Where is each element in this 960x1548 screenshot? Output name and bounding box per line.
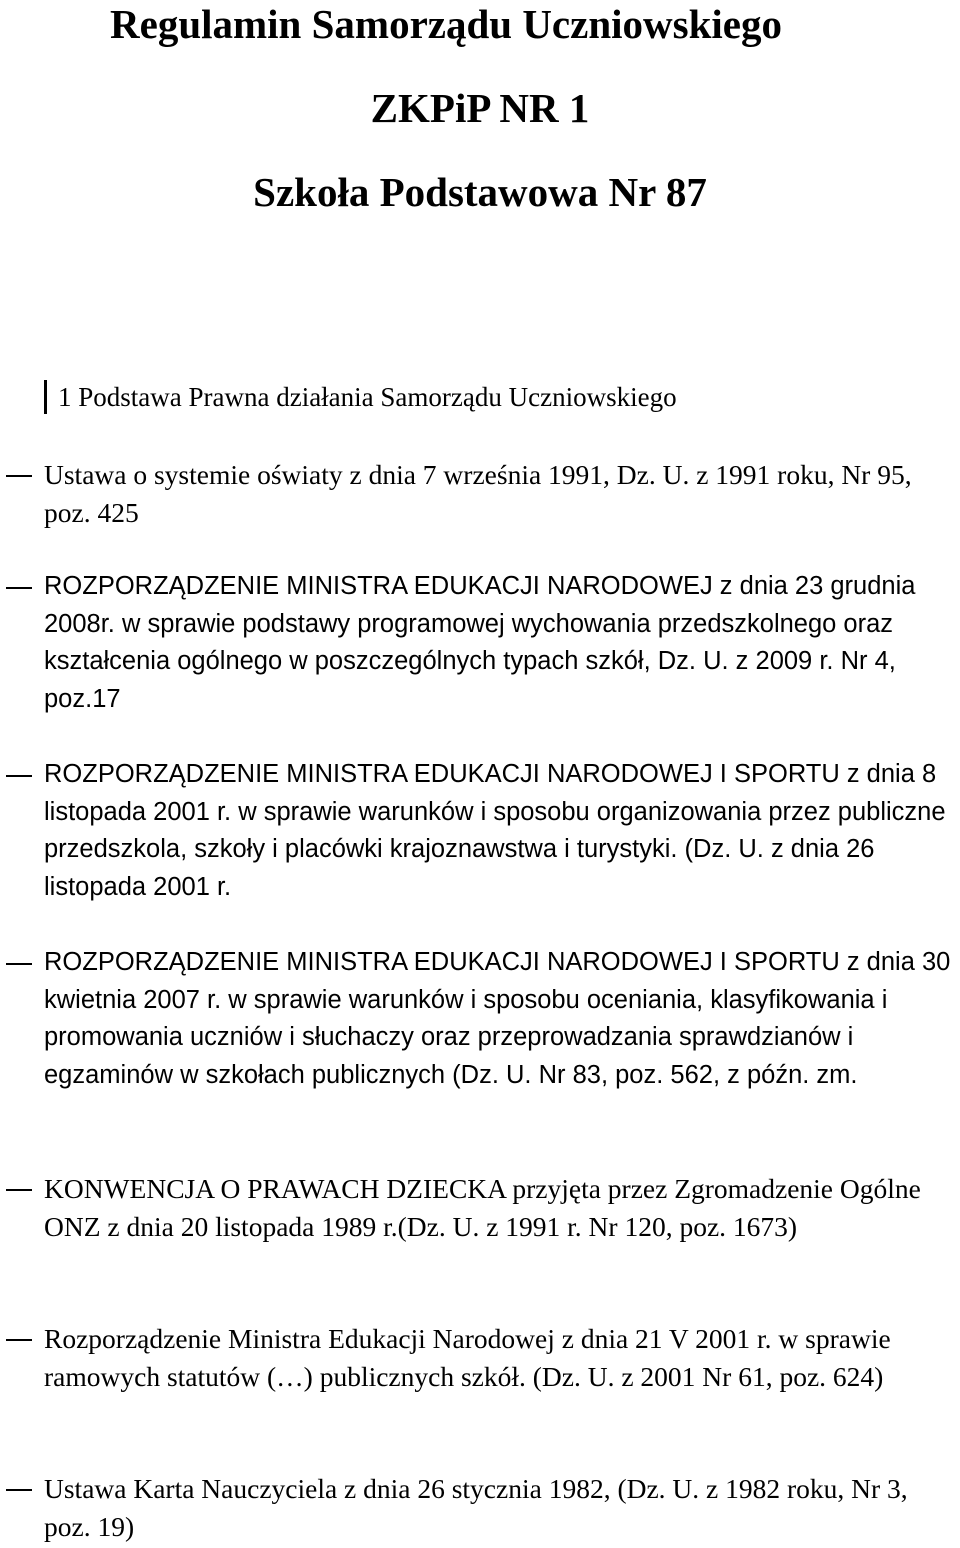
dash-bullet-icon: [6, 1189, 32, 1191]
list-item-text: Ustawa Karta Nauczyciela z dnia 26 stycznia 1982, (Dz. U. z 1982 roku, Nr 3, poz. 19): [44, 1473, 908, 1542]
list-item-text: ROZPORZĄDZENIE MINISTRA EDUKACJI NARODOWEJ z dnia 23 grudnia 2008r. w sprawie podstawy programowej wychowania przedszkolnego oraz kształcenia ogólnego w poszczególnych typach szkół, Dz. U. z 2009 r. Nr 4, poz.17: [44, 572, 916, 713]
dash-bullet-icon: [6, 1339, 32, 1341]
list-item-text: Ustawa o systemie oświaty z dnia 7 września 1991, Dz. U. z 1991 roku, Nr 95, poz. 425: [44, 459, 912, 528]
dash-bullet-icon: [6, 963, 32, 965]
dash-bullet-icon: [6, 587, 32, 589]
section-heading-text: 1 Podstawa Prawna działania Samorządu Uczniowskiego: [58, 382, 677, 412]
list-item-text: Rozporządzenie Ministra Edukacji Narodowej z dnia 21 V 2001 r. w sprawie ramowych statutów (…) publicznych szkół. (Dz. U. z 2001 Nr 61, poz. 624): [44, 1323, 891, 1392]
list-item-text: ROZPORZĄDZENIE MINISTRA EDUKACJI NARODOWEJ I SPORTU z dnia 30 kwietnia 2007 r. w sprawie warunków i sposobu oceniania, klasyfikowania i promowania uczniów i słuchaczy oraz przeprowadzania sprawdzianów i egzaminów w szkołach publicznych (Dz. U. Nr 83, poz. 562, z późn. zm.: [44, 948, 951, 1089]
section-heading: [44, 378, 677, 416]
section-marker-icon: [44, 380, 58, 414]
dash-bullet-icon: [6, 1489, 32, 1491]
list-item-text: KONWENCJA O PRAWACH DZIECKA przyjęta przez Zgromadzenie Ogólne ONZ z dnia 20 listopada 1989 r.(Dz. U. z 1991 r. Nr 120, poz. 1673): [44, 1173, 921, 1242]
school-complex-name: ZKPiP NR 1: [370, 85, 590, 131]
dash-bullet-icon: [6, 475, 32, 477]
document-title: Regulamin Samorządu Uczniowskiego: [110, 1, 782, 47]
school-name: Szkoła Podstawowa Nr 87: [253, 169, 707, 215]
dash-bullet-icon: [6, 775, 32, 777]
list-item-text: ROZPORZĄDZENIE MINISTRA EDUKACJI NARODOWEJ I SPORTU z dnia 8 listopada 2001 r. w sprawie warunków i sposobu organizowania przez publiczne przedszkola, szkoły i placówki krajoznawstwa i turystyki. (Dz. U. z dnia 26 listopada 2001 r.: [44, 760, 946, 901]
